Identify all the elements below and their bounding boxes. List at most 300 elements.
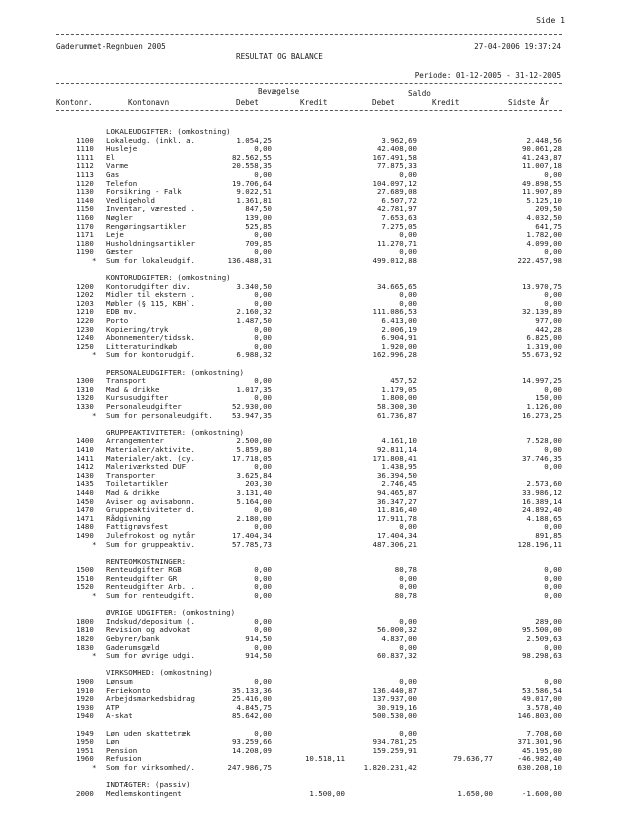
last-year-value: 45.195,00 [521, 745, 562, 755]
last-year-value: 641,75 [535, 221, 562, 231]
movement-debit: 1.361,81 [236, 195, 272, 205]
balance-debit: 56.000,32 [376, 625, 417, 635]
sum-marker: * [92, 651, 97, 661]
balance-debit: 457,52 [390, 376, 417, 386]
account-number: 1930 [76, 702, 94, 712]
balance-debit: 0,00 [399, 247, 417, 257]
balance-debit: 61.736,87 [376, 410, 417, 420]
account-number: 2000 [76, 788, 94, 798]
last-year-value: 1.319,00 [526, 341, 562, 351]
balance-debit: 30.919,16 [376, 702, 417, 712]
movement-debit: 203,30 [245, 479, 272, 489]
account-number: 1400 [76, 436, 94, 446]
movement-debit: 1.017,35 [236, 384, 272, 394]
account-number: 1300 [76, 376, 94, 386]
balance-debit: 92.811,14 [376, 444, 417, 454]
sum-marker: * [92, 255, 97, 265]
last-year-value: -1.600,00 [521, 788, 562, 798]
movement-debit: 5.164,00 [236, 496, 272, 506]
account-number: 1950 [76, 737, 94, 747]
report-title: RESULTAT OG BALANCE [236, 52, 323, 61]
balance-debit: 171.808,41 [372, 453, 417, 463]
last-year-value: 0,00 [544, 298, 562, 308]
account-name: Mad & drikke [106, 384, 160, 394]
movement-debit: 3.340,50 [236, 281, 272, 291]
last-year-value: 630.208,10 [517, 762, 562, 772]
account-number: 1435 [76, 479, 94, 489]
last-year-value: 49.017,00 [521, 694, 562, 704]
balance-debit: 162.996,28 [372, 350, 417, 360]
balance-debit: 34.665,65 [376, 281, 417, 291]
account-name: Varme [106, 161, 129, 171]
account-name: Husleje [106, 144, 138, 154]
movement-debit: 0,00 [254, 144, 272, 154]
sum-marker: * [92, 539, 97, 549]
movement-debit: 0,00 [254, 393, 272, 403]
movement-debit: 0,00 [254, 522, 272, 532]
last-year-value: 49.898,55 [521, 178, 562, 188]
account-number: 1940 [76, 711, 94, 721]
account-number: 1150 [76, 204, 94, 214]
last-year-value: 289,00 [535, 616, 562, 626]
account-name: Løn [106, 737, 120, 747]
movement-debit: 0,00 [254, 462, 272, 472]
movement-debit: 0,00 [254, 324, 272, 334]
movement-debit: 136.488,31 [227, 255, 272, 265]
account-name: Fattigrøvsfest [106, 522, 169, 532]
sum-marker: * [92, 762, 97, 772]
movement-debit: 914,50 [245, 651, 272, 661]
account-number: 1110 [76, 144, 94, 154]
last-year-value: 33.986,12 [521, 487, 562, 497]
account-name: Litteraturindkøb [106, 341, 178, 351]
movement-debit: 53.947,35 [231, 410, 272, 420]
movement-debit: 0,00 [254, 230, 272, 240]
section-title: LOKALEUDGIFTER: (omkostning) [106, 127, 231, 136]
section-title: VIRKSOMHED: (omkostning) [106, 668, 213, 678]
period-label: Periode: 01-12-2005 - 31-12-2005 [414, 71, 561, 80]
last-year-value: 5.125,10 [526, 195, 562, 205]
movement-debit: 19.706,64 [231, 178, 272, 188]
account-number: 1430 [76, 470, 94, 480]
account-number: 1250 [76, 341, 94, 351]
last-year-value: 977,00 [535, 316, 562, 326]
header-rule-bottom [56, 110, 562, 111]
account-number: 1310 [76, 384, 94, 394]
account-name: Gebyrer/bank [106, 634, 160, 644]
col-kontonavn: Kontonavn [128, 98, 170, 107]
account-name: Arbejdsmarkedsbidrag [106, 694, 195, 704]
movement-debit: 2.180,00 [236, 513, 272, 523]
sum-row [0, 541, 643, 550]
movement-debit: 85.642,00 [231, 711, 272, 721]
movement-debit: 0,00 [254, 565, 272, 575]
balance-debit: 80,78 [394, 565, 417, 575]
last-year-value: 95.500,00 [521, 625, 562, 635]
col-kredit-balance: Kredit [432, 98, 460, 107]
movement-debit: 0,00 [254, 298, 272, 308]
account-row [0, 463, 643, 472]
balance-debit: 934.781,25 [372, 737, 417, 747]
account-number: 1113 [76, 169, 94, 179]
balance-debit: 487.306,21 [372, 539, 417, 549]
last-year-value: 13.970,75 [521, 281, 562, 291]
spacer-row [0, 773, 643, 782]
account-name: Møbler (§ 115, KBH`. [106, 298, 195, 308]
balance-debit: 94.465,87 [376, 487, 417, 497]
account-name: Løn uden skattetræk [106, 728, 191, 738]
account-name: Gas [106, 169, 120, 179]
last-year-value: 222.457,98 [517, 255, 562, 265]
account-name: Rengøringsartikler [106, 221, 187, 231]
last-year-value: 2.509,63 [526, 634, 562, 644]
balance-debit: 0,00 [399, 582, 417, 592]
section-title: ØVRIGE UDGIFTER: (omkostning) [106, 608, 236, 618]
account-number: 1830 [76, 642, 94, 652]
movement-debit: 247.986,75 [227, 762, 272, 772]
last-year-value: 2.573,60 [526, 479, 562, 489]
account-number: 1920 [76, 694, 94, 704]
balance-debit: 159.259,91 [372, 745, 417, 755]
account-number: 1330 [76, 402, 94, 411]
account-name: Porto [106, 316, 129, 326]
spacer-row [0, 420, 643, 429]
account-name: Kontorudgifter div. [106, 281, 191, 291]
movement-debit: 17.718,05 [231, 453, 272, 463]
last-year-value: 98.298,63 [521, 651, 562, 661]
account-number: 1960 [76, 754, 94, 764]
movement-debit: 847,50 [245, 204, 272, 214]
movement-debit: 9.022,51 [236, 187, 272, 197]
balance-debit: 6.507,72 [381, 195, 417, 205]
account-name: Indskud/depositum (. [106, 616, 195, 626]
last-year-value: -46.982,40 [517, 754, 562, 764]
last-year-value: 0,00 [544, 591, 562, 601]
movement-debit: 25.416,00 [231, 694, 272, 704]
account-name: Transporter [106, 470, 155, 480]
last-year-value: 37.746,35 [521, 453, 562, 463]
last-year-value: 209,50 [535, 204, 562, 214]
movement-credit: 10.518,11 [304, 754, 345, 764]
movement-debit: 3.131,40 [236, 487, 272, 497]
col-kredit-movement: Kredit [300, 98, 328, 107]
balance-debit: 42.781,97 [376, 204, 417, 214]
last-year-value: 0,00 [544, 677, 562, 686]
account-number: 1500 [76, 565, 94, 575]
balance-debit: 17.404,34 [376, 530, 417, 540]
balance-debit: 17.911,78 [376, 513, 417, 523]
movement-debit: 2.160,32 [236, 307, 272, 317]
account-name: Arrangementer [106, 436, 164, 446]
balance-debit: 2.746,45 [381, 479, 417, 489]
print-timestamp: 27-04-2006 19:37:24 [474, 42, 561, 51]
account-name: Gæster [106, 247, 133, 257]
movement-debit: 82.562,55 [231, 152, 272, 162]
balance-debit: 42.408,00 [376, 144, 417, 154]
last-year-value: 90.061,28 [521, 144, 562, 154]
balance-debit: 1.820.231,42 [363, 762, 417, 772]
account-number: 1130 [76, 187, 94, 197]
balance-debit: 4.161,10 [381, 436, 417, 446]
account-name: Lønsum [106, 677, 133, 686]
account-number: 1450 [76, 496, 94, 506]
last-year-value: 150,00 [535, 393, 562, 403]
balance-debit: 111.086,53 [372, 307, 417, 317]
balance-debit: 499.012,88 [372, 255, 417, 265]
balance-debit: 136.440,87 [372, 685, 417, 695]
movement-debit: 0,00 [254, 505, 272, 515]
last-year-value: 3.578,40 [526, 702, 562, 712]
sum-row [0, 764, 643, 773]
account-number: 1210 [76, 307, 94, 317]
account-number: 1240 [76, 333, 94, 343]
company-name: Gaderummet-Regnbuen 2005 [56, 42, 166, 51]
movement-debit: 0,00 [254, 625, 272, 635]
account-number: 1100 [76, 135, 94, 145]
balance-debit: 6.413,00 [381, 316, 417, 326]
movement-debit: 6.988,32 [236, 350, 272, 360]
balance-debit: 104.097,12 [372, 178, 417, 188]
movement-debit: 57.785,73 [231, 539, 272, 549]
last-year-value: 7.528,00 [526, 436, 562, 446]
section-title: GRUPPEAKTIVITETER: (omkostning) [106, 427, 244, 437]
account-name: Aviser og avisabonn. [106, 496, 195, 506]
section-title: INDTÆGTER: (passiv) [106, 780, 191, 790]
movement-debit: 52.930,00 [231, 402, 272, 411]
movement-debit: 709,85 [245, 238, 272, 248]
account-name: Julefrokost og nytår [106, 530, 195, 540]
account-number: 1440 [76, 487, 94, 497]
last-year-value: 1.782,00 [526, 230, 562, 240]
sum-row [0, 351, 643, 360]
account-name: Sum for lokaleudgif. [106, 255, 195, 265]
account-name: Pension [106, 745, 138, 755]
last-year-value: 0,00 [544, 462, 562, 472]
movement-debit: 0,00 [254, 376, 272, 386]
last-year-value: 11.007,18 [521, 161, 562, 171]
account-number: 1520 [76, 582, 94, 592]
movement-debit: 17.404,34 [231, 530, 272, 540]
balance-debit: 167.491,58 [372, 152, 417, 162]
account-number: 1190 [76, 247, 94, 257]
account-number: 1471 [76, 513, 94, 523]
account-row [0, 790, 643, 799]
movement-debit: 3.625,84 [236, 470, 272, 480]
sum-row [0, 412, 643, 421]
last-year-value: 442,28 [535, 324, 562, 334]
last-year-value: 16.389,14 [521, 496, 562, 506]
movement-debit: 0,00 [254, 290, 272, 300]
last-year-value: 53.586,54 [521, 685, 562, 695]
account-name: Kopiering/tryk [106, 324, 169, 334]
last-year-value: 55.673,92 [521, 350, 562, 360]
movement-debit: 20.558,35 [231, 161, 272, 171]
account-name: Gaderumsgæld [106, 642, 160, 652]
account-number: 1949 [76, 728, 94, 738]
account-number: 1900 [76, 677, 94, 686]
balance-debit: 0,00 [399, 642, 417, 652]
balance-credit: 1.650,00 [457, 788, 493, 798]
last-year-value: 0,00 [544, 247, 562, 257]
account-name: Medlemskontingent [106, 788, 182, 798]
account-name: Sum for øvrige udgi. [106, 651, 195, 661]
account-number: 1203 [76, 298, 94, 308]
last-year-value: 11.907,89 [521, 187, 562, 197]
account-number: 1412 [76, 462, 94, 472]
account-name: Transport [106, 376, 147, 386]
last-year-value: 4.188,65 [526, 513, 562, 523]
last-year-value: 32.139,89 [521, 307, 562, 317]
account-number: 1410 [76, 444, 94, 454]
account-name: Nøgler [106, 212, 133, 222]
last-year-value: 0,00 [544, 573, 562, 583]
account-number: 1112 [76, 161, 94, 171]
movement-debit: 93.259,66 [231, 737, 272, 747]
balance-debit: 1.920,00 [381, 341, 417, 351]
ledger-table [0, 128, 643, 798]
section-title: KONTORUDGIFTER: (omkostning) [106, 273, 231, 283]
sum-row [0, 257, 643, 266]
account-row [0, 712, 643, 721]
account-name: Gruppeaktiviteter d. [106, 505, 195, 515]
col-debet-balance: Debet [372, 98, 395, 107]
account-name: Som for virksomhed/. [106, 762, 195, 772]
movement-debit: 914,50 [245, 634, 272, 644]
balance-debit: 11.816,40 [376, 505, 417, 515]
balance-debit: 0,00 [399, 522, 417, 532]
balance-debit: 2.006,19 [381, 324, 417, 334]
account-number: 1120 [76, 178, 94, 188]
account-number: 1140 [76, 195, 94, 205]
balance-debit: 3.962,69 [381, 135, 417, 145]
movement-debit: 2.500,00 [236, 436, 272, 446]
balance-debit: 4.837,00 [381, 634, 417, 644]
col-last-year: Sidste År [508, 98, 550, 107]
last-year-value: 2.448,56 [526, 135, 562, 145]
balance-debit: 0,00 [399, 677, 417, 686]
last-year-value: 0,00 [544, 642, 562, 652]
account-number: 1951 [76, 745, 94, 755]
balance-debit: 0,00 [399, 298, 417, 308]
section-title: PERSONALEUDGIFTER: (omkostning) [106, 367, 244, 377]
account-name: Renteudgifter GR [106, 573, 178, 583]
sum-marker: * [92, 410, 97, 420]
sum-row [0, 592, 643, 601]
account-number: 1910 [76, 685, 94, 695]
balance-credit: 79.636,77 [452, 754, 493, 764]
account-number: 1171 [76, 230, 94, 240]
account-number: 1170 [76, 221, 94, 231]
balance-debit: 36.347,27 [376, 496, 417, 506]
last-year-value: 891,85 [535, 530, 562, 540]
account-number: 1510 [76, 573, 94, 583]
account-name: ATP [106, 702, 120, 712]
balance-debit: 6.904,91 [381, 333, 417, 343]
account-name: Vedligehold [106, 195, 155, 205]
account-name: Refusion [106, 754, 142, 764]
last-year-value: 0,00 [544, 290, 562, 300]
balance-debit: 0,00 [399, 169, 417, 179]
header-rule-top [56, 83, 562, 84]
movement-debit: 0,00 [254, 591, 272, 601]
sum-marker: * [92, 350, 97, 360]
col-bevaegelse: Bevægelse [258, 87, 300, 96]
last-year-value: 146.803,00 [517, 711, 562, 721]
last-year-value: 4.099,00 [526, 238, 562, 248]
movement-credit: 1.500,00 [309, 788, 345, 798]
account-number: 1220 [76, 316, 94, 326]
last-year-value: 0,00 [544, 522, 562, 532]
account-name: Telefon [106, 178, 138, 188]
account-number: 1820 [76, 634, 94, 644]
last-year-value: 1.126,00 [526, 402, 562, 411]
account-name: Inventar, værested . [106, 204, 195, 214]
last-year-value: 6.825,00 [526, 333, 562, 343]
account-name: Forsikring - Falk [106, 187, 182, 197]
balance-debit: 0,00 [399, 230, 417, 240]
col-kontonr: Kontonr. [56, 98, 93, 107]
movement-debit: 0,00 [254, 247, 272, 257]
balance-debit: 77.875,33 [376, 161, 417, 171]
account-name: Sum for personaleudgift. [106, 410, 213, 420]
balance-debit: 60.837,32 [376, 651, 417, 661]
balance-debit: 1.438,95 [381, 462, 417, 472]
account-number: 1490 [76, 530, 94, 540]
spacer-row [0, 266, 643, 275]
last-year-value: 371.301,96 [517, 737, 562, 747]
account-name: Renteudgifter Arb. . [106, 582, 195, 592]
movement-debit: 0,00 [254, 677, 272, 686]
spacer-row [0, 661, 643, 670]
account-number: 1800 [76, 616, 94, 626]
account-number: 1200 [76, 281, 94, 291]
top-rule [56, 34, 562, 35]
account-name: Feriekonto [106, 685, 151, 695]
account-name: Mad & drikke [106, 487, 160, 497]
account-number: 1111 [76, 152, 94, 162]
movement-debit: 35.133,36 [231, 685, 272, 695]
balance-debit: 58.300,30 [376, 402, 417, 411]
account-number: 1470 [76, 505, 94, 515]
movement-debit: 5.859,80 [236, 444, 272, 454]
movement-debit: 0,00 [254, 169, 272, 179]
balance-debit: 27.689,08 [376, 187, 417, 197]
spacer-row [0, 601, 643, 610]
last-year-value: 128.196,11 [517, 539, 562, 549]
last-year-value: 16.273,25 [521, 410, 562, 420]
account-name: Lokaleudg. (inkl. a. [106, 135, 195, 145]
movement-debit: 0,00 [254, 573, 272, 583]
account-name: Midler til ekstern . [106, 290, 195, 300]
spacer-row [0, 549, 643, 558]
movement-debit: 4.845,75 [236, 702, 272, 712]
balance-debit: 0,00 [399, 290, 417, 300]
account-number: 1810 [76, 625, 94, 635]
page-number: Side 1 [536, 16, 565, 25]
last-year-value: 14.997,25 [521, 376, 562, 386]
col-saldo: Saldo [408, 89, 431, 98]
last-year-value: 0,00 [544, 565, 562, 575]
account-number: 1480 [76, 522, 94, 532]
account-name: Materialer/aktivite. [106, 444, 195, 454]
balance-debit: 0,00 [399, 728, 417, 738]
account-name: Materialer/akt. (cy. [106, 453, 195, 463]
movement-debit: 0,00 [254, 642, 272, 652]
account-name: Leje [106, 230, 124, 240]
movement-debit: 139,00 [245, 212, 272, 222]
balance-debit: 1.179,05 [381, 384, 417, 394]
account-name: Sum for kontorudgif. [106, 350, 195, 360]
